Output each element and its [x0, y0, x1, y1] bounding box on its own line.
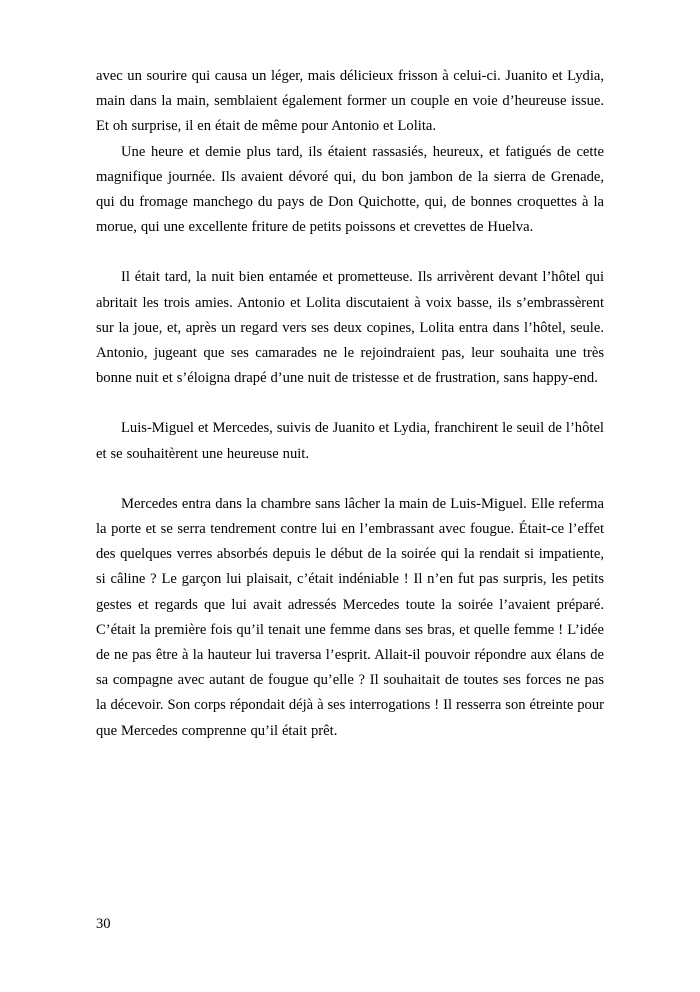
- page-text-block: [96, 64, 604, 744]
- paragraph-5: Mercedes entra dans la chambre sans lâcher la main de Luis-Miguel. Elle referma la porte et se serra tendrement contre lui en l’embrassant avec fougue. Était-ce l’effet des quelques verres absorbés depuis le début de la soirée qui la rendait si impatiente, si câline ? Le garçon lui plaisait, c’était indéniable ! Il n’en fut pas surpris, les petits gestes et regards que lui avait adressés Mercedes toute la soirée l’avaient préparé. C’était la première fois qu’il tenait une femme dans ses bras, et quelle femme ! L’idée de ne pas être à la hauteur lui traversa l’esprit. Allait-il pouvoir répondre aux élans de sa compagne avec autant de fougue qu’elle ? Il souhaitait de toutes ses forces ne pas la décevoir. Son corps répondait déjà à ses interrogations ! Il resserra son étreinte pour que Mercedes comprenne qu’il était prêt.: [96, 495, 604, 739]
- paragraph-3: Il était tard, la nuit bien entamée et prometteuse. Ils arrivèrent devant l’hôtel qui abritait les trois amies. Antonio et Lolita discutaient à voix basse, ils s’embrassèrent sur la joue, et, après un regard vers ses deux copines, Lolita entra dans l’hôtel, seule. Antonio, jugeant que ses camarades ne le rejoindraient pas, leur souhaita une très bonne nuit et s’éloigna drapé d’une nuit de tristesse et de frustration, sans happy-end.: [96, 269, 604, 387]
- paragraph-1: avec un sourire qui causa un léger, mais délicieux frisson à celui-ci. Juanito et Lydia, main dans la main, semblaient également former un couple en voie d’heureuse issue. Et oh surprise, il en était de même pour Antonio et Lolita.: [96, 68, 604, 135]
- page-number: 30: [96, 916, 111, 932]
- paragraph-4: Luis-Miguel et Mercedes, suivis de Juanito et Lydia, franchirent le seuil de l’hôtel et se souhaitèrent une heureuse nuit.: [96, 420, 604, 462]
- paragraph-2: Une heure et demie plus tard, ils étaient rassasiés, heureux, et fatigués de cette magnifique journée. Ils avaient dévoré qui, du bon jambon de la sierra de Grenade, qui du fromage manchego du pays de Don Quichotte, qui, de bonnes croquettes à la morue, qui une excellente friture de petits poissons et crevettes de Huelva.: [96, 143, 604, 236]
